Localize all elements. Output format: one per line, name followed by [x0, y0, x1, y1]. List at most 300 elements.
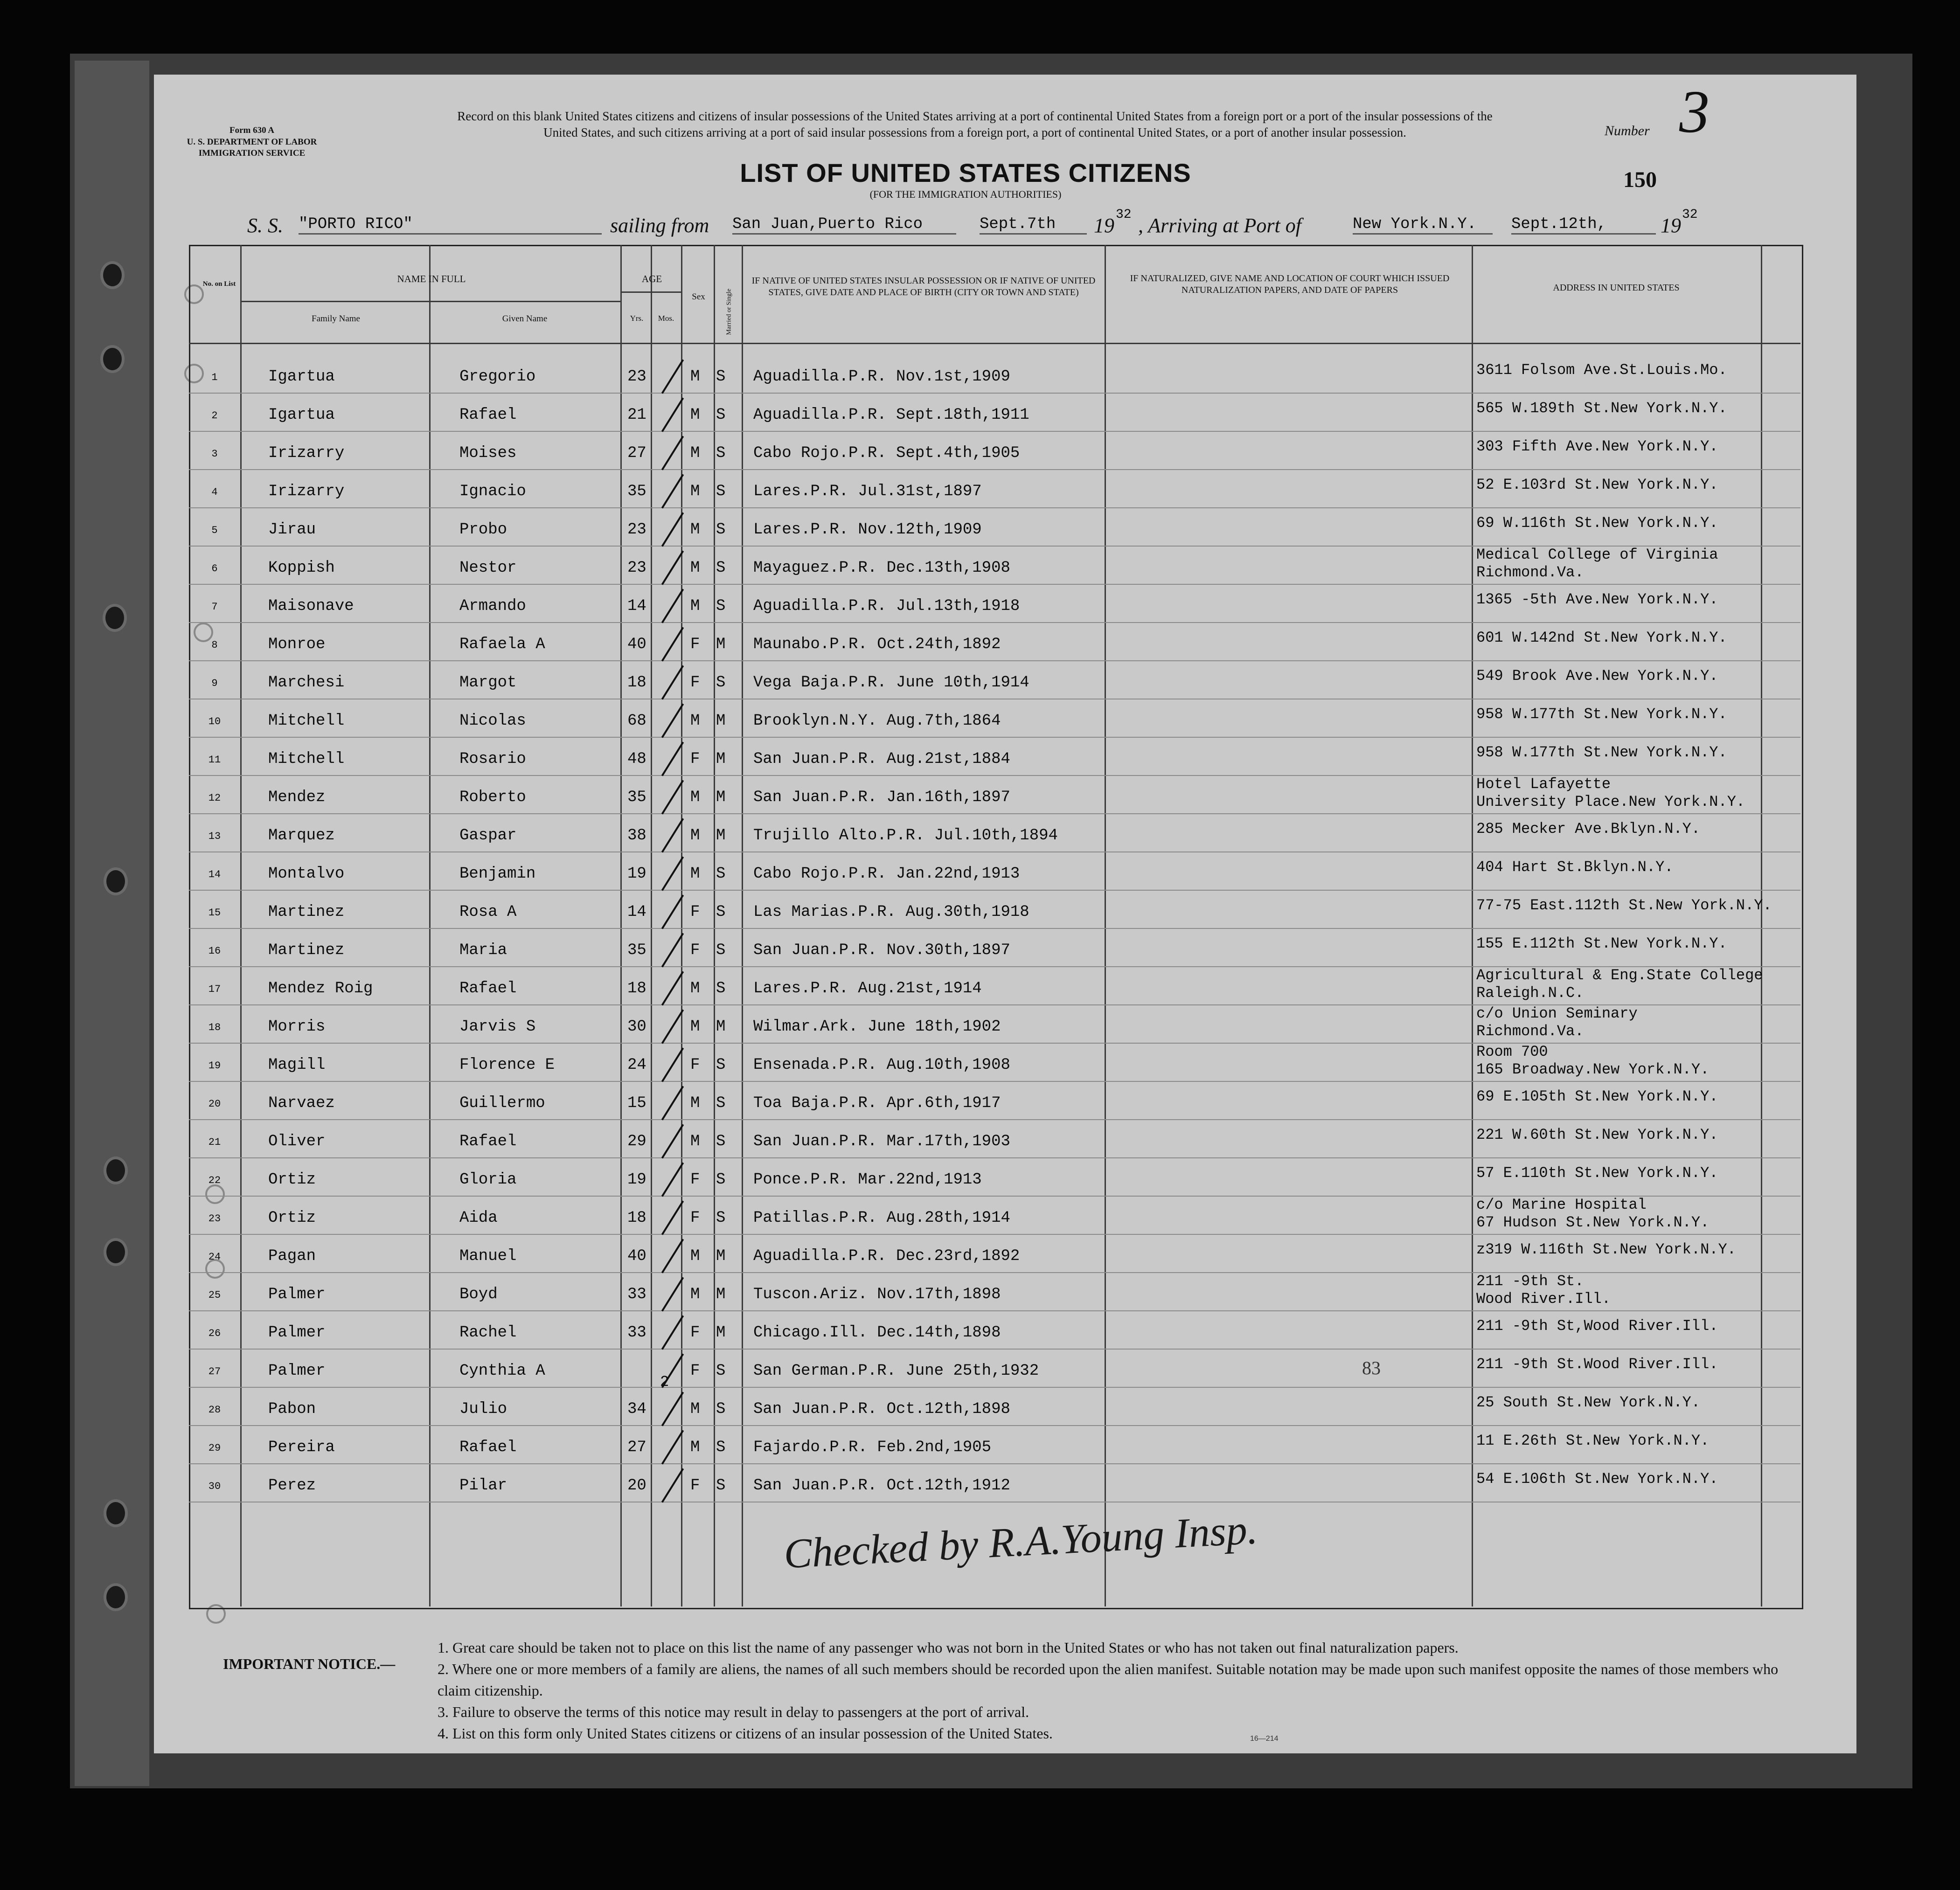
given-name: Armando	[459, 597, 526, 615]
marital-status: S	[716, 1439, 726, 1456]
sex: M	[690, 789, 700, 806]
marital-status: S	[716, 903, 726, 921]
age-years: 38	[627, 827, 646, 845]
age-years: 27	[627, 444, 646, 462]
family-name: Maisonave	[268, 597, 354, 615]
birth-place-date: Maunabo.P.R. Oct.24th,1892	[753, 636, 1001, 653]
family-name: Palmer	[268, 1324, 326, 1342]
months-age-row-27: 2	[660, 1373, 669, 1391]
given-name: Gloria	[459, 1171, 517, 1189]
birth-place-date: Aguadilla.P.R. Nov.1st,1909	[753, 368, 1010, 386]
marital-status: S	[716, 1400, 726, 1418]
table-row	[189, 622, 1800, 623]
table-row	[189, 813, 1800, 814]
age-years: 18	[627, 674, 646, 692]
family-name: Pereira	[268, 1439, 335, 1456]
birth-place-date: Lares.P.R. Jul.31st,1897	[753, 483, 982, 500]
table-row	[189, 1387, 1800, 1388]
sex: F	[690, 903, 700, 921]
binder-hole	[100, 345, 125, 373]
birth-place-date: San Juan.P.R. Oct.12th,1912	[753, 1477, 1010, 1495]
birth-place-date: Toa Baja.P.R. Apr.6th,1917	[753, 1094, 1001, 1112]
age-years: 14	[627, 597, 646, 615]
sex: M	[690, 827, 700, 845]
address-line-1: 3611 Folsom Ave.St.Louis.Mo.	[1476, 361, 1727, 379]
family-name: Morris	[268, 1018, 326, 1036]
address-line-1: 549 Brook Ave.New York.N.Y.	[1476, 667, 1718, 685]
family-name: Mendez	[268, 789, 326, 806]
col-divider	[620, 245, 622, 1606]
inspector-signature: Checked by R.A.Young Insp.	[783, 1506, 1259, 1578]
marital-status: S	[716, 444, 726, 462]
header-age: AGE	[641, 273, 662, 284]
naturalized-mark-row-27: 83	[1362, 1357, 1381, 1378]
sex: M	[690, 406, 700, 424]
header-birth: IF NATIVE OF UNITED STATES INSULAR POSSESSION OR IF NATIVE OF UNITED STATES, GIVE DATE AND PLACE OF BIRTH (CITY OR TOWN AND STATE)	[751, 276, 1096, 298]
page-number: 150	[1623, 167, 1657, 192]
year-prefix-arrival: 19	[1661, 214, 1681, 237]
sex: M	[690, 521, 700, 539]
address-line-1: 958 W.177th St.New York.N.Y.	[1476, 744, 1727, 761]
given-name: Ignacio	[459, 483, 526, 500]
header-mos: Mos.	[658, 314, 674, 323]
given-name: Nestor	[459, 559, 517, 577]
age-years: 19	[627, 865, 646, 883]
row-number: 7	[211, 601, 218, 613]
birth-place-date: Brooklyn.N.Y. Aug.7th,1864	[753, 712, 1001, 730]
family-name: Jirau	[268, 521, 316, 539]
row-number: 26	[208, 1328, 221, 1339]
header-married-single: Married or Single	[725, 288, 733, 335]
row-number: 18	[208, 1022, 221, 1033]
address-line-1: 1365 -5th Ave.New York.N.Y.	[1476, 591, 1718, 608]
col-divider	[429, 245, 431, 1606]
family-name: Irizarry	[268, 444, 345, 462]
sex: F	[690, 1056, 700, 1074]
header-divider	[620, 291, 681, 293]
header-divider	[189, 343, 1800, 344]
birth-place-date: Cabo Rojo.P.R. Sept.4th,1905	[753, 444, 1020, 462]
row-number: 19	[208, 1060, 221, 1072]
notice-item: 3. Failure to observe the terms of this notice may result in delay to passengers at the port of arrival.	[438, 1703, 1029, 1720]
given-name: Boyd	[459, 1286, 498, 1303]
family-name: Narvaez	[268, 1094, 335, 1112]
address-line-1: 69 E.105th St.New York.N.Y.	[1476, 1088, 1718, 1105]
marital-status: S	[716, 942, 726, 959]
table-row	[189, 1349, 1800, 1350]
marital-status: M	[716, 1286, 726, 1303]
given-name: Cynthia A	[459, 1362, 545, 1380]
departure-date: Sept.7th	[980, 215, 1087, 235]
address-line-1: c/o Union Seminary	[1476, 1005, 1638, 1022]
family-name: Pagan	[268, 1247, 316, 1265]
row-number: 6	[211, 563, 218, 575]
number-value: 3	[1679, 78, 1710, 145]
row-number: 14	[208, 869, 221, 880]
family-name: Perez	[268, 1477, 316, 1495]
family-name: Ortiz	[268, 1209, 316, 1227]
given-name: Florence E	[459, 1056, 555, 1074]
address-line-2: Richmond.Va.	[1476, 564, 1584, 581]
birth-place-date: Aguadilla.P.R. Jul.13th,1918	[753, 597, 1020, 615]
given-name: Maria	[459, 942, 507, 959]
birth-place-date: Lares.P.R. Aug.21st,1914	[753, 980, 982, 997]
marital-status: M	[716, 1324, 726, 1342]
col-divider	[1472, 245, 1473, 1606]
age-years: 24	[627, 1056, 646, 1074]
given-name: Rafael	[459, 980, 517, 997]
page-title: LIST OF UNITED STATES CITIZENS	[740, 158, 1191, 187]
given-name: Probo	[459, 521, 507, 539]
family-name: Ortiz	[268, 1171, 316, 1189]
header-naturalized: IF NATURALIZED, GIVE NAME AND LOCATION OF COURT WHICH ISSUED NATURALIZATION PAPERS, AND DATE OF PAPERS	[1130, 273, 1450, 295]
address-line-1: 155 E.112th St.New York.N.Y.	[1476, 935, 1727, 952]
age-years: 35	[627, 789, 646, 806]
birth-place-date: San Juan.P.R. Jan.16th,1897	[753, 789, 1010, 806]
header-name-in-full: NAME IN FULL	[397, 273, 466, 284]
given-name: Rafael	[459, 1439, 517, 1456]
marital-status: S	[716, 1209, 726, 1227]
marital-status: S	[716, 1133, 726, 1150]
address-line-1: 221 W.60th St.New York.N.Y.	[1476, 1126, 1718, 1143]
row-number: 20	[208, 1098, 221, 1110]
address-line-1: 54 E.106th St.New York.N.Y.	[1476, 1470, 1718, 1488]
header-given-name: Given Name	[502, 314, 548, 324]
birth-place-date: Wilmar.Ark. June 18th,1902	[753, 1018, 1001, 1036]
address-line-1: Medical College of Virginia	[1476, 546, 1718, 563]
birth-place-date: Ensenada.P.R. Aug.10th,1908	[753, 1056, 1010, 1074]
address-line-1: 69 W.116th St.New York.N.Y.	[1476, 514, 1718, 532]
departure-port: San Juan,Puerto Rico	[732, 215, 956, 235]
table-row	[189, 1310, 1800, 1311]
table-row	[189, 737, 1800, 738]
ship-name: "PORTO RICO"	[299, 215, 602, 235]
sex: F	[690, 1171, 700, 1189]
age-years: 34	[627, 1400, 646, 1418]
given-name: Margot	[459, 674, 517, 692]
row-number: 17	[208, 983, 221, 995]
table-row	[189, 1463, 1800, 1464]
age-years: 40	[627, 636, 646, 653]
table-row	[189, 1081, 1800, 1082]
family-name: Magill	[268, 1056, 326, 1074]
given-name: Pilar	[459, 1477, 507, 1495]
binder-hole	[104, 1583, 128, 1611]
address-line-2: Richmond.Va.	[1476, 1023, 1584, 1040]
row-number: 5	[211, 525, 218, 536]
row-number: 3	[211, 448, 218, 460]
number-label: Number	[1605, 123, 1650, 138]
birth-place-date: Vega Baja.P.R. June 10th,1914	[753, 674, 1029, 692]
family-name: Mitchell	[268, 750, 345, 768]
birth-place-date: Cabo Rojo.P.R. Jan.22nd,1913	[753, 865, 1020, 883]
row-number: 11	[208, 754, 221, 766]
address-line-2: 67 Hudson St.New York.N.Y.	[1476, 1214, 1710, 1231]
birth-place-date: San Juan.P.R. Nov.30th,1897	[753, 942, 1010, 959]
family-name: Mendez Roig	[268, 980, 373, 997]
given-name: Rachel	[459, 1324, 517, 1342]
sex: M	[690, 559, 700, 577]
address-line-1: 211 -9th St,Wood River.Ill.	[1476, 1317, 1718, 1335]
sex: F	[690, 1209, 700, 1227]
marital-status: M	[716, 750, 726, 768]
age-years: 15	[627, 1094, 646, 1112]
address-line-1: 211 -9th St.Wood River.Ill.	[1476, 1356, 1718, 1373]
header-family-name: Family Name	[312, 314, 360, 324]
sex: F	[690, 636, 700, 653]
header-sex: Sex	[692, 292, 705, 302]
sex: F	[690, 1362, 700, 1380]
sex: M	[690, 980, 700, 997]
family-name: Igartua	[268, 368, 335, 386]
marital-status: S	[716, 483, 726, 500]
col-divider	[681, 245, 682, 1606]
sex: M	[690, 444, 700, 462]
marital-status: M	[716, 1018, 726, 1036]
address-line-1: Room 700	[1476, 1043, 1548, 1060]
table-row	[189, 1425, 1800, 1426]
sex: F	[690, 1324, 700, 1342]
binder-hole	[103, 604, 127, 632]
binder-strip	[75, 61, 149, 1786]
family-name: Martinez	[268, 942, 345, 959]
birth-place-date: San Juan.P.R. Oct.12th,1898	[753, 1400, 1010, 1418]
table-row	[189, 1043, 1800, 1044]
given-name: Manuel	[459, 1247, 517, 1265]
birth-place-date: Patillas.P.R. Aug.28th,1914	[753, 1209, 1010, 1227]
given-name: Aida	[459, 1209, 498, 1227]
birth-place-date: San German.P.R. June 25th,1932	[753, 1362, 1039, 1380]
row-number: 30	[208, 1481, 221, 1492]
family-name: Pabon	[268, 1400, 316, 1418]
form-identifier: Form 630 A U. S. DEPARTMENT OF LABOR IMMIGRATION SERVICE	[187, 125, 317, 159]
table-row	[189, 393, 1800, 394]
address-line-1: 565 W.189th St.New York.N.Y.	[1476, 400, 1727, 417]
marital-status: M	[716, 1247, 726, 1265]
arrival-year: 32	[1682, 208, 1698, 222]
form-code: 16—214	[1250, 1735, 1279, 1743]
age-years: 21	[627, 406, 646, 424]
row-number: 1	[211, 372, 218, 383]
table-row	[189, 507, 1800, 508]
given-name: Julio	[459, 1400, 507, 1418]
age-years: 18	[627, 1209, 646, 1227]
address-line-2: 165 Broadway.New York.N.Y.	[1476, 1061, 1710, 1078]
page-subtitle: (FOR THE IMMIGRATION AUTHORITIES)	[869, 188, 1062, 200]
row-number: 9	[211, 678, 218, 689]
sex: M	[690, 1286, 700, 1303]
birth-place-date: Aguadilla.P.R. Dec.23rd,1892	[753, 1247, 1020, 1265]
departure-year: 32	[1116, 208, 1132, 222]
marital-status: S	[716, 980, 726, 997]
birth-place-date: Chicago.Ill. Dec.14th,1898	[753, 1324, 1001, 1342]
given-name: Guillermo	[459, 1094, 545, 1112]
marital-status: M	[716, 712, 726, 730]
given-name: Jarvis S	[459, 1018, 536, 1036]
address-line-1: 52 E.103rd St.New York.N.Y.	[1476, 476, 1718, 493]
address-line-1: 958 W.177th St.New York.N.Y.	[1476, 706, 1727, 723]
given-name: Rafael	[459, 1133, 517, 1150]
marital-status: M	[716, 827, 726, 845]
sex: M	[690, 483, 700, 500]
sex: F	[690, 1477, 700, 1495]
row-number: 10	[208, 716, 221, 727]
given-name: Gaspar	[459, 827, 517, 845]
marital-status: S	[716, 521, 726, 539]
marital-status: S	[716, 865, 726, 883]
col-divider	[651, 245, 652, 1606]
family-name: Marquez	[268, 827, 335, 845]
family-name: Martinez	[268, 903, 345, 921]
row-number: 8	[211, 639, 218, 651]
age-years: 40	[627, 1247, 646, 1265]
header-no: No. on List	[202, 280, 236, 288]
col-divider	[1105, 245, 1106, 1606]
birth-place-date: San Juan.P.R. Aug.21st,1884	[753, 750, 1010, 768]
sex: M	[690, 1400, 700, 1418]
row-number: 16	[208, 945, 221, 957]
notice-item: 2. Where one or more members of a family are aliens, the names of all such members should be recorded upon the alien manifest. Suitable notation may be made upon such manifest opposite the names of those members who claim citizenship.	[438, 1661, 1779, 1699]
sex: M	[690, 1439, 700, 1456]
table-row	[189, 1157, 1800, 1158]
address-line-1: Hotel Lafayette	[1476, 775, 1611, 793]
given-name: Nicolas	[459, 712, 526, 730]
age-years: 27	[627, 1439, 646, 1456]
given-name: Rafael	[459, 406, 517, 424]
address-line-1: 25 South St.New York.N.Y.	[1476, 1394, 1701, 1411]
marital-status: S	[716, 597, 726, 615]
sex: M	[690, 865, 700, 883]
birth-place-date: Mayaguez.P.R. Dec.13th,1908	[753, 559, 1010, 577]
arrival-date: Sept.12th,	[1511, 215, 1656, 235]
binder-hole	[104, 867, 128, 895]
table-row	[189, 1119, 1800, 1120]
sex: F	[690, 674, 700, 692]
given-name: Rafaela A	[459, 636, 545, 653]
sex: M	[690, 1018, 700, 1036]
address-line-1: Agricultural & Eng.State College	[1476, 967, 1763, 984]
sex: M	[690, 368, 700, 386]
family-name: Irizarry	[268, 483, 345, 500]
marital-status: S	[716, 1477, 726, 1495]
table-row	[189, 890, 1800, 891]
address-line-1: 285 Mecker Ave.Bklyn.N.Y.	[1476, 820, 1701, 838]
header-yrs: Yrs.	[630, 314, 644, 323]
binder-hole	[100, 261, 125, 289]
header-divider	[240, 301, 620, 302]
table-row	[189, 431, 1800, 432]
marital-status: S	[716, 1094, 726, 1112]
form-instructions: Record on this blank United States citizens and citizens of insular possessions of the United States arriving at a port of continental United States from a foreign port or a port of the insular possessions of the United States, and such citizens arriving at a port of said insular possessions from a foreign port, a port of continental United States, or a port of another insular possession.	[457, 109, 1493, 140]
sailing-label: sailing from	[610, 214, 709, 237]
address-line-1: 57 E.110th St.New York.N.Y.	[1476, 1164, 1718, 1182]
marital-status: S	[716, 674, 726, 692]
header-address: ADDRESS IN UNITED STATES	[1553, 283, 1680, 293]
row-number: 13	[208, 831, 221, 842]
age-years: 18	[627, 980, 646, 997]
col-divider	[1761, 245, 1762, 1606]
row-number: 2	[211, 410, 218, 422]
table-row	[189, 928, 1800, 929]
sex: M	[690, 1133, 700, 1150]
family-name: Palmer	[268, 1286, 326, 1303]
birth-place-date: Ponce.P.R. Mar.22nd,1913	[753, 1171, 982, 1189]
address-line-2: University Place.New York.N.Y.	[1476, 793, 1745, 810]
row-number: 23	[208, 1213, 221, 1225]
marital-status: S	[716, 368, 726, 386]
marital-status: S	[716, 559, 726, 577]
family-name: Igartua	[268, 406, 335, 424]
table-row	[189, 469, 1800, 470]
family-name: Marchesi	[268, 674, 345, 692]
notice-item: 1. Great care should be taken not to place on this list the name of any passenger who was not born in the United States or who has not taken out final naturalization papers.	[438, 1639, 1459, 1656]
row-number: 27	[208, 1366, 221, 1378]
table-row	[189, 1234, 1800, 1235]
birth-place-date: Las Marias.P.R. Aug.30th,1918	[753, 903, 1029, 921]
arriving-label: , Arriving at Port of	[1138, 214, 1301, 237]
age-years: 23	[627, 521, 646, 539]
address-line-1: 601 W.142nd St.New York.N.Y.	[1476, 629, 1727, 646]
family-name: Monroe	[268, 636, 326, 653]
address-line-1: 303 Fifth Ave.New York.N.Y.	[1476, 438, 1718, 455]
birth-place-date: Tuscon.Ariz. Nov.17th,1898	[753, 1286, 1001, 1303]
notice-heading: IMPORTANT NOTICE.—	[223, 1655, 396, 1672]
row-number: 15	[208, 907, 221, 919]
age-years: 23	[627, 559, 646, 577]
row-number: 22	[208, 1175, 221, 1186]
age-years: 48	[627, 750, 646, 768]
age-years: 20	[627, 1477, 646, 1495]
family-name: Koppish	[268, 559, 335, 577]
age-years: 68	[627, 712, 646, 730]
row-number: 29	[208, 1442, 221, 1454]
address-line-1: 11 E.26th St.New York.N.Y.	[1476, 1432, 1710, 1449]
marital-status: S	[716, 1171, 726, 1189]
row-number: 12	[208, 792, 221, 804]
binder-hole	[104, 1156, 128, 1184]
marital-status: M	[716, 789, 726, 806]
sex: M	[690, 1247, 700, 1265]
birth-place-date: Aguadilla.P.R. Sept.18th,1911	[753, 406, 1029, 424]
age-years: 35	[627, 483, 646, 500]
address-line-1: z319 W.116th St.New York.N.Y.	[1476, 1241, 1736, 1258]
address-line-1: c/o Marine Hospital	[1476, 1196, 1647, 1213]
given-name: Gregorio	[459, 368, 536, 386]
arrival-port: New York.N.Y.	[1353, 215, 1493, 235]
marital-status: S	[716, 406, 726, 424]
given-name: Roberto	[459, 789, 526, 806]
age-years: 29	[627, 1133, 646, 1150]
sex: M	[690, 597, 700, 615]
age-years: 23	[627, 368, 646, 386]
row-number: 4	[211, 486, 218, 498]
address-line-2: Raleigh.N.C.	[1476, 984, 1584, 1002]
binder-hole	[104, 1238, 128, 1266]
birth-place-date: Fajardo.P.R. Feb.2nd,1905	[753, 1439, 992, 1456]
address-line-1: 77-75 East.112th St.New York.N.Y.	[1476, 897, 1772, 914]
sex: M	[690, 712, 700, 730]
table-row	[189, 584, 1800, 585]
address-line-1: 211 -9th St.	[1476, 1273, 1584, 1290]
row-number: 25	[208, 1289, 221, 1301]
sex: M	[690, 1094, 700, 1112]
year-prefix: 19	[1094, 214, 1114, 237]
family-name: Montalvo	[268, 865, 345, 883]
given-name: Rosa A	[459, 903, 517, 921]
birth-place-date: Lares.P.R. Nov.12th,1909	[753, 521, 982, 539]
ss-label: S. S.	[247, 214, 283, 237]
notice-item: 4. List on this form only United States citizens or citizens of an insular possession of the United States.	[438, 1725, 1053, 1742]
